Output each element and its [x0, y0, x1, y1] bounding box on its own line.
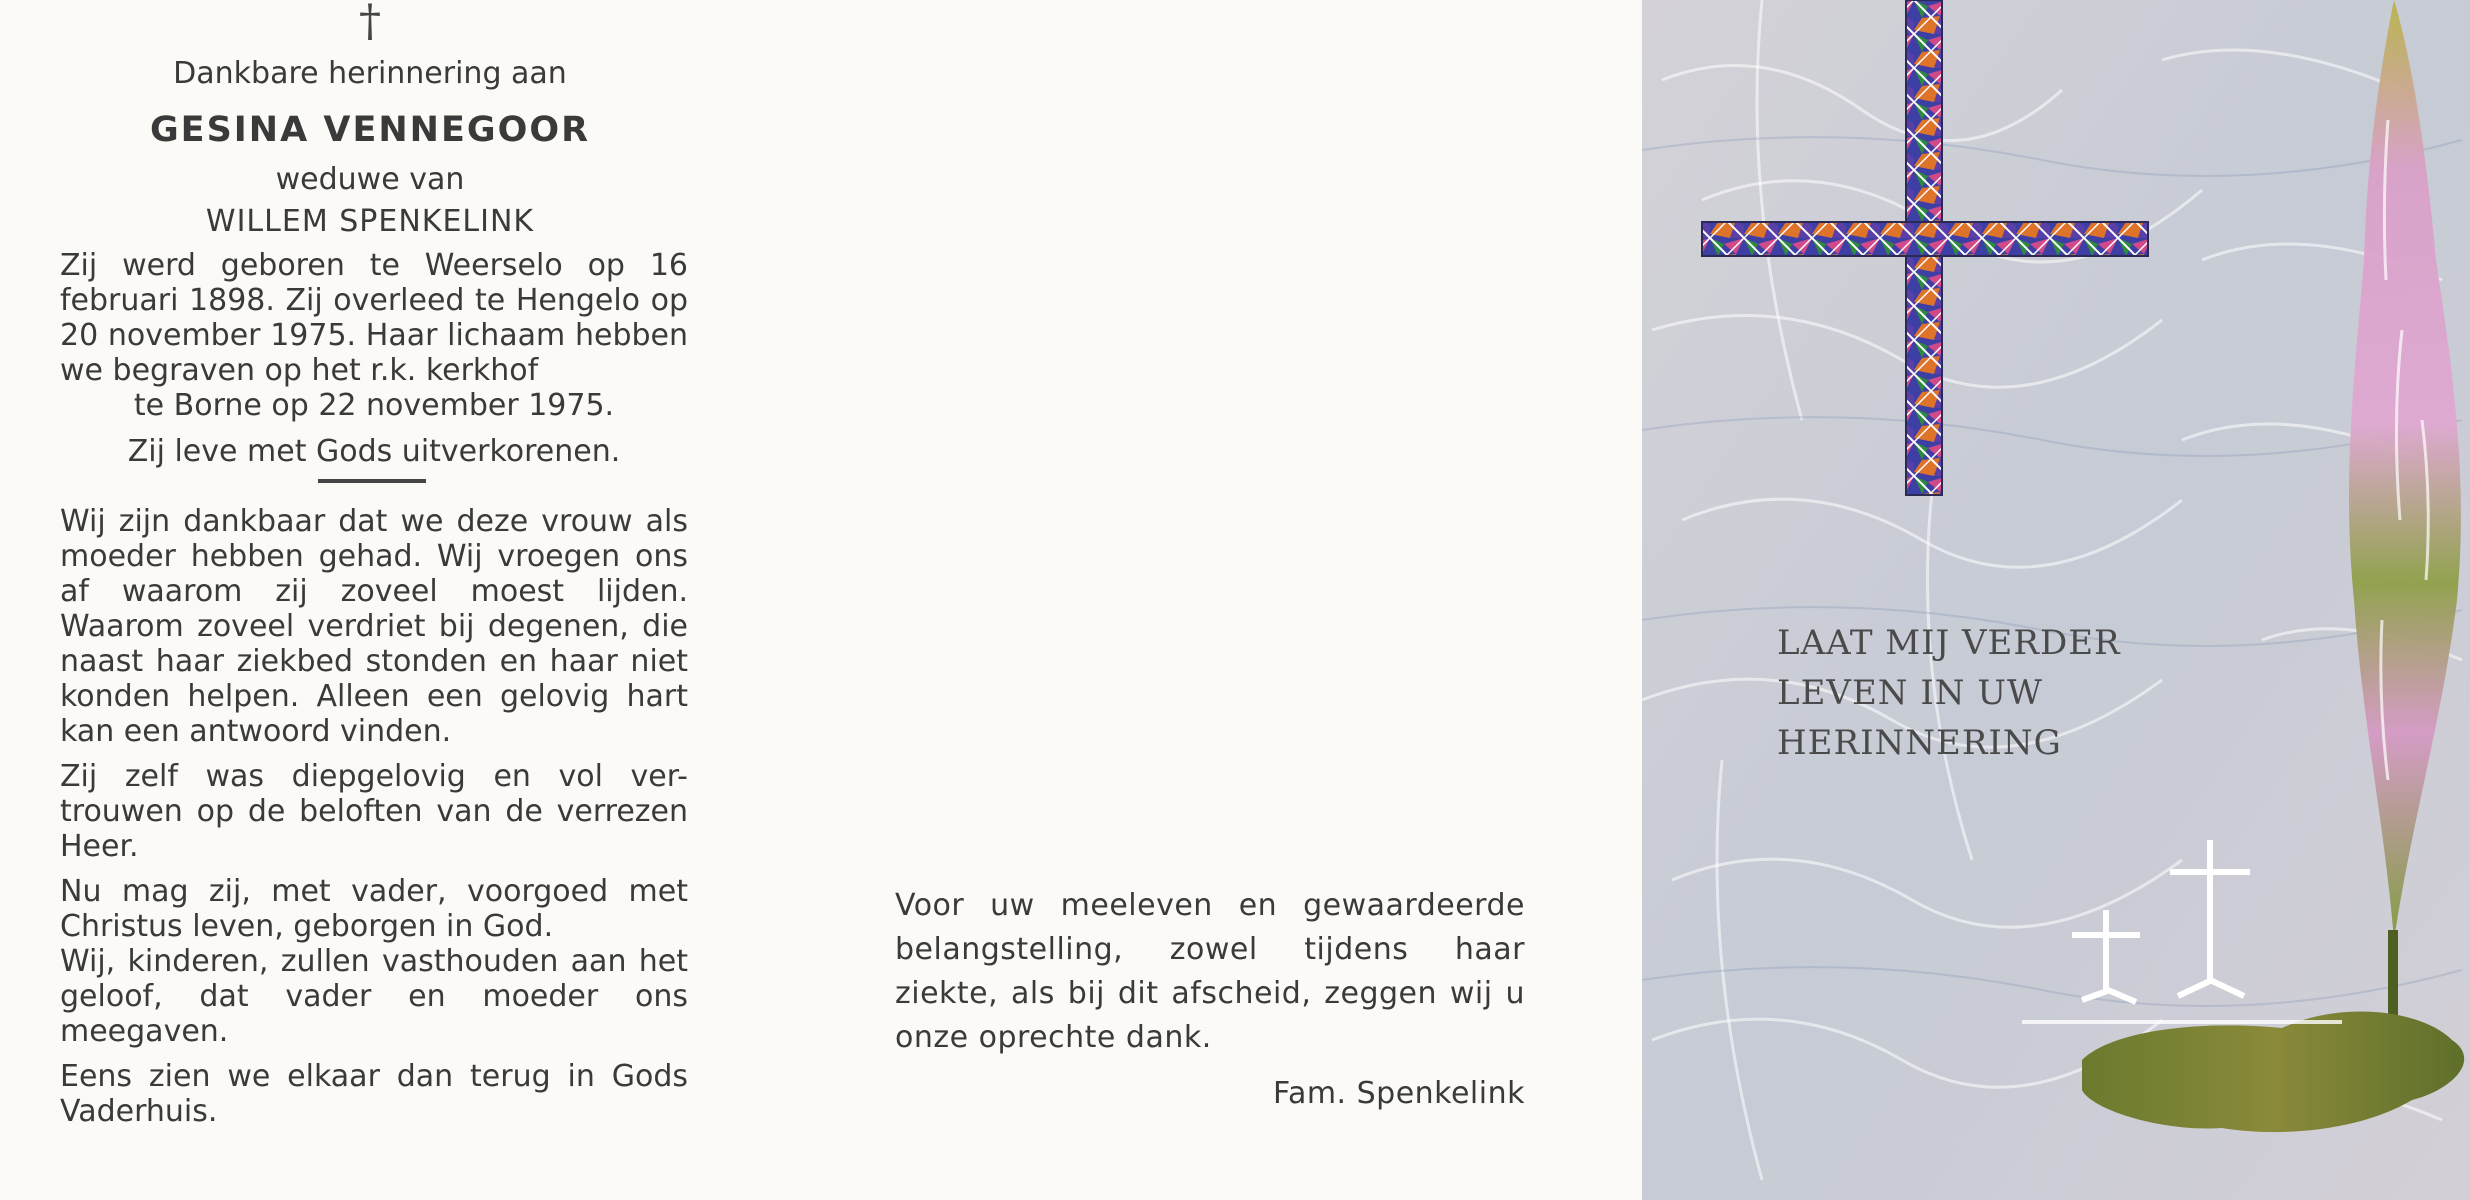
memorial-card-front	[1642, 0, 2470, 1200]
biography-text: Zij werd geboren te Weerselo op 16 februari 1898. Zij overleed te Hengelo op 20 november 1975. Haar lichaam hebben we begraven op het r.k. kerkhof	[60, 248, 688, 388]
intro-line: Dankbare herinnering aan	[173, 56, 567, 91]
deceased-name: GESINA VENNEGOOR	[149, 110, 591, 150]
husband-name: WILLEM SPENKELINK	[205, 204, 535, 239]
paragraph: Zij zelf was diepgelovig en vol ver-trouwen op de beloften van de verrezen Heer.	[60, 759, 688, 864]
paragraph: Nu mag zij, met vader, voorgoed met Christus leven, geborgen in God.	[60, 874, 688, 944]
biography-last-line: te Borne op 22 november 1975.	[133, 388, 615, 423]
thank-you-text: Voor uw meeleven en gewaardeerde belangstelling, zowel tijdens haar ziekte, als bij dit afscheid, zeggen wij u onze oprechte dank.	[895, 888, 1525, 1055]
motto-line: Zij leve met Gods uitverkorenen.	[127, 434, 621, 469]
divider	[318, 479, 426, 483]
cross-symbol-icon: †	[359, 0, 381, 47]
quote-line: LAAT MIJ VERDER	[1777, 623, 2121, 663]
card-artwork	[1642, 0, 2470, 1200]
biography	[60, 248, 688, 423]
quote-line: LEVEN IN UW	[1777, 673, 2043, 713]
family-signature: Fam. Spenkelink	[1272, 1076, 1525, 1111]
paragraph: Wij, kinderen, zullen vasthouden aan het geloof, dat vader en moeder ons meegaven.	[60, 944, 688, 1049]
paragraph: Eens zien we elkaar dan terug in Gods Vaderhuis.	[60, 1059, 688, 1129]
paragraph: Wij zijn dankbaar dat we deze vrouw als moeder hebben gehad. Wij vroegen ons af waarom zij zoveel moest lijden. Waarom zoveel verdriet bij degenen, die naast haar ziekbed stonden en haar niet konden helpen. Alleen een gelovig hart kan een antwoord vinden.	[60, 504, 688, 749]
quote-line: HERINNERING	[1777, 723, 2062, 763]
widow-of-line: weduwe van	[275, 162, 465, 197]
memorial-text-panel	[0, 0, 740, 1200]
reflection-text	[60, 504, 688, 1139]
card-quote	[1777, 618, 2197, 768]
